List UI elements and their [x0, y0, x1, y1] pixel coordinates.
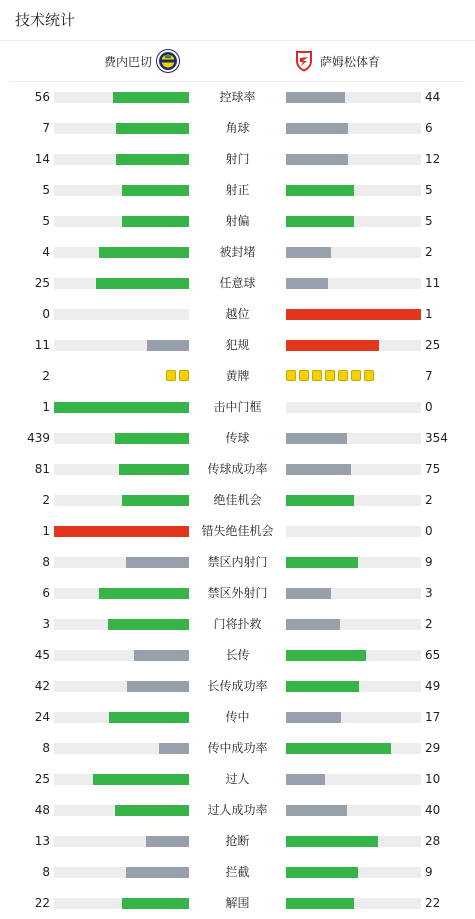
home-stat-bar-fill [116, 123, 189, 134]
away-stat-bar [286, 836, 421, 847]
stat-label: 拦截 [225, 865, 250, 879]
stat-label: 黄牌 [225, 369, 250, 383]
home-stat-bar [54, 557, 189, 568]
away-stat-bar-fill [286, 588, 331, 599]
stat-row [0, 857, 475, 888]
stat-row [0, 733, 475, 764]
stat-label: 过人 [225, 772, 250, 786]
home-stat-bar-fill [54, 526, 189, 537]
away-stat-value: 5 [425, 183, 433, 197]
away-stat-bar [286, 154, 421, 165]
away-stat-value: 49 [425, 679, 441, 693]
home-stat-value: 2 [42, 369, 50, 383]
away-stat-bar [286, 650, 421, 661]
away-stat-bar-fill [286, 464, 351, 475]
away-stat-bar [286, 495, 421, 506]
home-stat-bar-fill [99, 247, 189, 258]
home-stat-bar-fill [126, 867, 189, 878]
stat-row [0, 237, 475, 268]
home-stat-bar [54, 774, 189, 785]
home-stat-value: 25 [34, 772, 50, 786]
home-stat-value: 0 [42, 307, 50, 321]
stat-row [0, 144, 475, 175]
away-team-name: 萨姆松体育 [320, 54, 381, 69]
samsunspor-crest-icon [292, 49, 316, 73]
away-stat-bar-fill [286, 805, 347, 816]
away-stat-value: 2 [425, 617, 433, 631]
stat-row [0, 206, 475, 237]
home-stat-bar-fill [127, 681, 189, 692]
stat-row [0, 516, 475, 547]
home-stat-bar [54, 154, 189, 165]
away-stat-bar [286, 278, 421, 289]
away-stat-bar-fill [286, 898, 354, 909]
home-stat-bar-fill [109, 712, 189, 723]
yellow-card-icon [286, 370, 296, 381]
home-stat-bar-fill [122, 216, 190, 227]
home-stat-value: 1 [42, 400, 50, 414]
away-stat-value: 40 [425, 803, 441, 817]
away-stat-value: 17 [425, 710, 441, 724]
home-stat-bar [54, 247, 189, 258]
stat-row [0, 485, 475, 516]
home-stat-value: 56 [34, 90, 50, 104]
home-stat-bar [54, 495, 189, 506]
away-stat-value: 354 [425, 431, 448, 445]
home-yellow-cards [166, 370, 189, 383]
home-stat-value: 13 [34, 834, 50, 848]
yellow-card-icon [338, 370, 348, 381]
away-stat-bar [286, 464, 421, 475]
away-stat-bar-fill [286, 681, 359, 692]
home-stat-bar [54, 805, 189, 816]
home-stat-bar [54, 92, 189, 103]
stat-row [0, 826, 475, 857]
home-stat-bar-fill [126, 557, 189, 568]
home-stat-value: 8 [42, 865, 50, 879]
stat-row [0, 795, 475, 826]
away-stat-bar-fill [286, 278, 328, 289]
away-stat-bar [286, 247, 421, 258]
fenerbahce-crest-icon [156, 49, 180, 73]
stat-label: 越位 [225, 307, 250, 321]
away-stat-bar-fill [286, 123, 348, 134]
home-stat-bar [54, 464, 189, 475]
stat-row [0, 454, 475, 485]
yellow-card-icon [179, 370, 189, 381]
home-stat-bar-fill [159, 743, 189, 754]
yellow-card-icon [325, 370, 335, 381]
away-stat-value: 2 [425, 493, 433, 507]
stat-label: 传中成功率 [207, 741, 268, 755]
home-stat-bar-fill [96, 278, 189, 289]
page-title: 技术统计 [0, 0, 475, 41]
away-stat-bar-fill [286, 309, 421, 320]
stat-label: 门将扑救 [213, 617, 262, 631]
away-stat-bar-fill [286, 92, 345, 103]
home-stat-bar-fill [113, 92, 189, 103]
home-stat-value: 25 [34, 276, 50, 290]
stat-label: 长传成功率 [207, 679, 268, 693]
home-stat-value: 5 [42, 214, 50, 228]
home-stat-value: 5 [42, 183, 50, 197]
home-stat-bar [54, 743, 189, 754]
stat-label: 抢断 [225, 834, 250, 848]
home-stat-value: 42 [34, 679, 50, 693]
away-stat-bar-fill [286, 433, 347, 444]
home-stat-bar-fill [116, 154, 189, 165]
away-stat-value: 5 [425, 214, 433, 228]
home-team-name: 费内巴切 [103, 54, 152, 69]
away-stat-value: 65 [425, 648, 441, 662]
home-stat-bar-fill [146, 836, 189, 847]
stat-row [0, 578, 475, 609]
stat-row [0, 330, 475, 361]
home-stat-bar [54, 309, 189, 320]
stat-label: 传球成功率 [207, 462, 268, 476]
away-stat-bar [286, 92, 421, 103]
home-stat-bar [54, 588, 189, 599]
home-stat-bar [54, 185, 189, 196]
home-stat-bar [54, 216, 189, 227]
home-stat-bar [54, 278, 189, 289]
home-stat-value: 8 [42, 555, 50, 569]
away-stat-value: 0 [425, 400, 433, 414]
stat-row [0, 764, 475, 795]
stat-label: 犯规 [225, 338, 250, 352]
away-stat-bar [286, 216, 421, 227]
yellow-card-icon [299, 370, 309, 381]
away-stat-bar-fill [286, 774, 325, 785]
away-stat-bar-fill [286, 340, 379, 351]
away-stat-bar-fill [286, 867, 358, 878]
away-stat-value: 2 [425, 245, 433, 259]
home-stat-value: 24 [34, 710, 50, 724]
home-stat-bar [54, 650, 189, 661]
stat-row [0, 268, 475, 299]
home-stat-bar [54, 712, 189, 723]
home-stat-value: 439 [27, 431, 50, 445]
stat-label: 绝佳机会 [213, 493, 262, 507]
away-stat-bar-fill [286, 619, 340, 630]
away-stat-bar [286, 712, 421, 723]
home-stat-bar-fill [99, 588, 189, 599]
stat-row [0, 423, 475, 454]
yellow-card-icon [312, 370, 322, 381]
stat-label: 被封堵 [219, 245, 256, 259]
stat-row [0, 547, 475, 578]
stat-label: 长传 [225, 648, 250, 662]
stat-label: 禁区内射门 [207, 555, 268, 569]
away-stat-value: 25 [425, 338, 441, 352]
away-stat-value: 11 [425, 276, 441, 290]
home-stat-value: 1 [42, 524, 50, 538]
stat-label: 射正 [225, 183, 250, 197]
away-stat-bar [286, 433, 421, 444]
stat-row [0, 702, 475, 733]
home-team[interactable] [104, 49, 180, 73]
home-stat-bar-fill [119, 464, 189, 475]
stat-row [0, 82, 475, 113]
away-stat-bar-fill [286, 743, 391, 754]
away-yellow-cards [286, 370, 374, 383]
away-stat-bar [286, 340, 421, 351]
home-stat-bar [54, 681, 189, 692]
away-stat-bar [286, 123, 421, 134]
home-stat-value: 2 [42, 493, 50, 507]
away-team[interactable] [292, 49, 380, 73]
away-stat-bar-fill [286, 185, 354, 196]
stat-label: 射门 [225, 152, 250, 166]
away-stat-value: 29 [425, 741, 441, 755]
home-stat-bar [54, 898, 189, 909]
yellow-card-icon [364, 370, 374, 381]
stat-row [0, 609, 475, 640]
away-stat-bar-fill [286, 154, 348, 165]
home-stat-bar [54, 123, 189, 134]
stat-label: 传球 [225, 431, 250, 445]
away-stat-value: 9 [425, 865, 433, 879]
stat-row [0, 299, 475, 330]
home-stat-value: 22 [34, 896, 50, 910]
home-stat-value: 4 [42, 245, 50, 259]
home-stat-bar-fill [108, 619, 189, 630]
away-stat-bar [286, 681, 421, 692]
home-stat-value: 6 [42, 586, 50, 600]
stat-label: 错失绝佳机会 [201, 524, 274, 538]
home-stat-bar-fill [122, 185, 190, 196]
home-stat-value: 8 [42, 741, 50, 755]
home-stat-bar [54, 433, 189, 444]
home-stat-bar [54, 402, 189, 413]
away-stat-value: 75 [425, 462, 441, 476]
away-stat-value: 3 [425, 586, 433, 600]
stat-label: 过人成功率 [207, 803, 268, 817]
away-stat-bar [286, 898, 421, 909]
away-stat-bar-fill [286, 216, 354, 227]
away-stat-value: 0 [425, 524, 433, 538]
away-stat-bar [286, 185, 421, 196]
home-stat-value: 14 [34, 152, 50, 166]
away-stat-bar [286, 867, 421, 878]
away-stat-value: 10 [425, 772, 441, 786]
stat-row [0, 175, 475, 206]
home-stat-bar-fill [122, 898, 190, 909]
away-stat-bar [286, 526, 421, 537]
stat-row [0, 392, 475, 423]
home-stat-bar-fill [54, 402, 189, 413]
team-header [10, 41, 465, 82]
home-stat-bar-fill [115, 805, 189, 816]
away-stat-value: 9 [425, 555, 433, 569]
stat-label: 射偏 [225, 214, 250, 228]
away-stat-value: 22 [425, 896, 441, 910]
home-stat-bar [54, 867, 189, 878]
away-stat-value: 7 [425, 369, 433, 383]
yellow-card-icon [351, 370, 361, 381]
home-stat-value: 11 [34, 338, 50, 352]
home-stat-value: 48 [34, 803, 50, 817]
stat-label: 角球 [225, 121, 250, 135]
home-stat-bar [54, 836, 189, 847]
home-stat-value: 3 [42, 617, 50, 631]
away-stat-bar [286, 619, 421, 630]
away-stat-value: 12 [425, 152, 441, 166]
away-stat-bar [286, 805, 421, 816]
stat-row [0, 671, 475, 702]
away-stat-bar-fill [286, 495, 354, 506]
home-stat-bar-fill [134, 650, 189, 661]
away-stat-bar [286, 774, 421, 785]
home-stat-bar-fill [93, 774, 189, 785]
away-stat-value: 44 [425, 90, 441, 104]
stat-label: 禁区外射门 [207, 586, 268, 600]
home-stat-value: 7 [42, 121, 50, 135]
away-stat-bar [286, 557, 421, 568]
away-stat-bar-fill [286, 836, 378, 847]
home-stat-bar [54, 619, 189, 630]
home-stat-bar-fill [115, 433, 189, 444]
home-stat-value: 81 [34, 462, 50, 476]
stat-label: 任意球 [219, 276, 256, 290]
away-stat-bar-fill [286, 712, 341, 723]
away-stat-bar-fill [286, 650, 366, 661]
away-stat-bar [286, 588, 421, 599]
home-stat-bar-fill [122, 495, 190, 506]
away-stat-bar [286, 743, 421, 754]
away-stat-value: 1 [425, 307, 433, 321]
stats-list [0, 82, 475, 919]
stat-row [0, 640, 475, 671]
stat-row [0, 888, 475, 919]
stat-row [0, 113, 475, 144]
home-stat-value: 45 [34, 648, 50, 662]
stat-label: 解围 [225, 896, 250, 910]
home-stat-bar [54, 340, 189, 351]
away-stat-bar-fill [286, 557, 358, 568]
away-stat-value: 6 [425, 121, 433, 135]
stat-label: 传中 [225, 710, 250, 724]
away-stat-bar [286, 309, 421, 320]
away-stat-value: 28 [425, 834, 441, 848]
stat-label: 控球率 [219, 90, 256, 104]
home-stat-bar-fill [147, 340, 189, 351]
stat-label: 击中门框 [213, 400, 262, 414]
away-stat-bar [286, 402, 421, 413]
stat-row [0, 361, 475, 392]
away-stat-bar-fill [286, 247, 331, 258]
yellow-card-icon [166, 370, 176, 381]
home-stat-bar [54, 526, 189, 537]
